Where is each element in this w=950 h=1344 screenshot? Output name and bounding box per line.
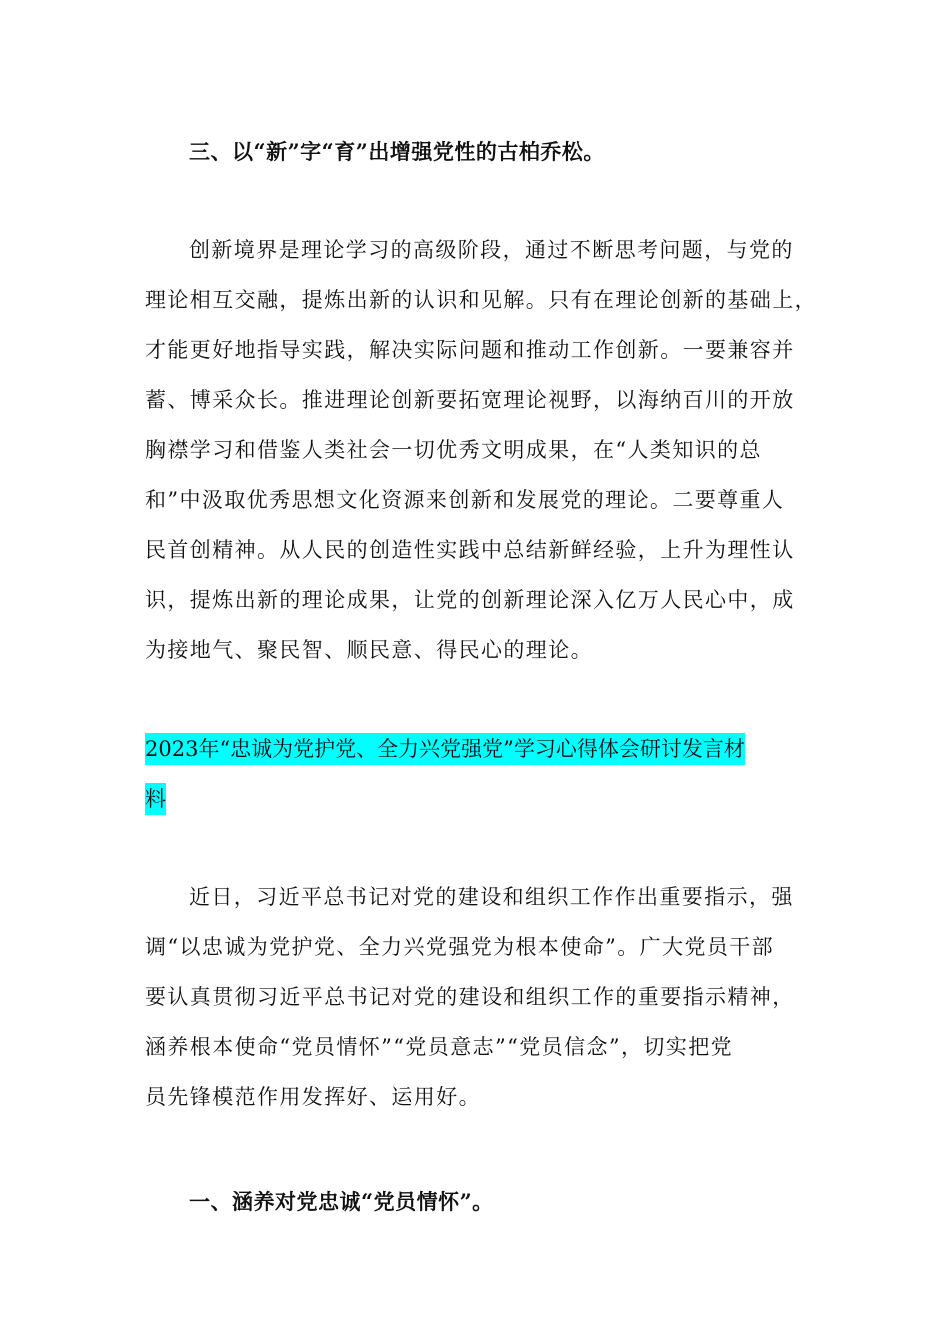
section-one-heading: 一、涵养对党忠诚“党员情怀”。 xyxy=(189,1189,494,1214)
paragraph-line: 和”中汲取优秀思想文化资源来创新和发展党的理论。二要尊重人 xyxy=(145,488,785,512)
paragraph-line: 才能更好地指导实践，解决实际问题和推动工作创新。一要兼容并 xyxy=(145,338,795,362)
paragraph-intro xyxy=(145,872,815,1122)
paragraph-line: 涵养根本使命“党员情怀”“党员意志”“党员信念”，切实把党 xyxy=(145,1035,734,1059)
paragraph-line: 理论相互交融，提炼出新的认识和见解。只有在理论创新的基础上， xyxy=(145,288,817,312)
section-three-heading: 三、以“新”字“育”出增强党性的古柏乔松。 xyxy=(189,139,605,164)
paragraph-line: 调“以忠诚为党护党、全力兴党强党为根本使命”。广大党员干部 xyxy=(145,935,775,959)
article-title xyxy=(145,724,745,824)
paragraph-line: 为接地气、聚民智、顺民意、得民心的理论。 xyxy=(145,638,593,662)
paragraph-line: 识，提炼出新的理论成果，让党的创新理论深入亿万人民心中，成 xyxy=(145,588,795,612)
paragraph-line: 要认真贯彻习近平总书记对党的建设和组织工作的重要指示精神， xyxy=(145,985,795,1009)
paragraph-line: 创新境界是理论学习的高级阶段，通过不断思考问题，与党的 xyxy=(189,238,794,262)
paragraph-line: 员先锋模范作用发挥好、运用好。 xyxy=(145,1085,481,1109)
paragraph-theory-innovation xyxy=(145,225,815,675)
paragraph-line: 蓄、博采众长。推进理论创新要拓宽理论视野，以海纳百川的开放 xyxy=(145,388,795,412)
paragraph-line: 胸襟学习和借鉴人类社会一切优秀文明成果，在“人类知识的总 xyxy=(145,438,762,462)
paragraph-line: 近日，习近平总书记对党的建设和组织工作作出重要指示，强 xyxy=(189,885,794,909)
paragraph-line: 民首创精神。从人民的创造性实践中总结新鲜经验，上升为理性认 xyxy=(145,538,795,562)
article-title-line: 2023年“忠诚为党护党、全力兴党强党”学习心得体会研讨发言材 xyxy=(145,733,745,765)
article-title-line: 料 xyxy=(145,783,166,815)
